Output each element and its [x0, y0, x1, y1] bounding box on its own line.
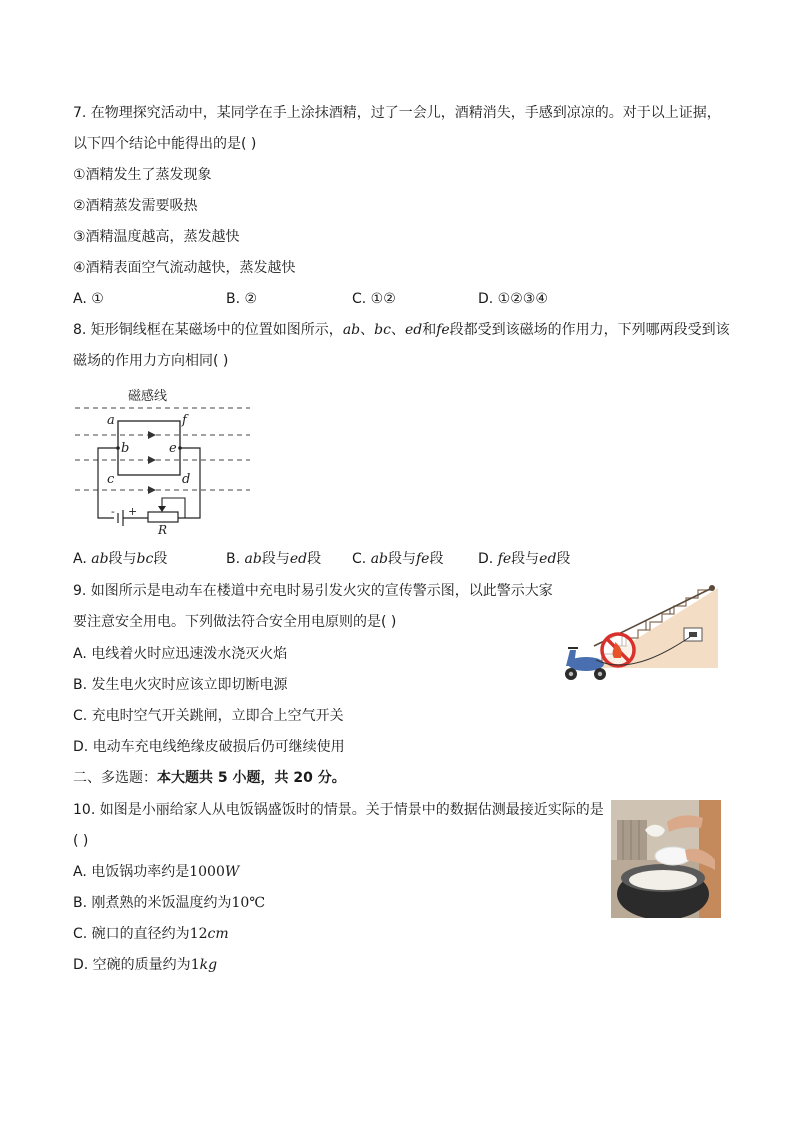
q10-option-a[interactable]: A. 电饭锅功率约是1000W	[73, 864, 240, 880]
figure-title: 磁感线	[128, 389, 168, 404]
label-e: e	[169, 441, 177, 456]
q9-option-d[interactable]: D. 电动车充电线绝缘皮破损后仍可继续使用	[73, 739, 345, 755]
label-c: c	[107, 472, 115, 487]
q8-option-d[interactable]: D. fe段与ed段	[478, 551, 571, 567]
cooker-rice	[629, 870, 697, 890]
q8-option-a[interactable]: A. ab段与bc段	[73, 551, 168, 567]
q8-option-c[interactable]: C. ab段与fe段	[352, 551, 444, 567]
q10-option-b[interactable]: B. 刚煮熟的米饭温度约为10℃	[73, 895, 265, 911]
q7-option-c[interactable]: C. ①②	[352, 291, 396, 307]
q10-option-d[interactable]: D. 空碗的质量约为1kg	[73, 957, 218, 973]
segment-ed: ed	[404, 322, 423, 338]
label-R: R	[158, 523, 168, 536]
q8-stem-line1: 8. 矩形铜线框在某磁场中的位置如图所示，ab、bc、ed和fe段都受到该磁场的作用力，下列哪两段受到该	[73, 322, 730, 338]
segment-ab: ab	[342, 322, 361, 338]
q9-stem-line2: 要注意安全用电。下列做法符合安全用电原则的是( )	[73, 614, 397, 630]
q7-option-a[interactable]: A. ①	[73, 291, 104, 307]
q9-option-c[interactable]: C. 充电时空气开关跳闸，立即合上空气开关	[73, 708, 344, 724]
q7-stem-line2: 以下四个结论中能得出的是( )	[73, 136, 257, 152]
q10-option-c[interactable]: C. 碗口的直径约为12cm	[73, 926, 229, 942]
field-arrow-2	[148, 456, 156, 464]
field-arrow-1	[148, 431, 156, 439]
handrail-post	[709, 585, 715, 591]
q9-warning-figure	[560, 580, 724, 684]
section-heading: 二、多选题：本大题共 5 小题，共 20 分。	[73, 770, 346, 786]
rheostat-slider-tip	[158, 506, 166, 512]
segment-fe: fe	[436, 322, 450, 338]
q7-option-b[interactable]: B. ②	[226, 291, 258, 307]
q9-stem-line1: 9. 如图所示是电动车在楼道中充电时易引发火灾的宣传警示图，以此警示大家	[73, 583, 553, 599]
q9-option-b[interactable]: B. 发生电火灾时应该立即切断电源	[73, 677, 288, 693]
segment-bc: bc	[374, 322, 391, 338]
q10-stem-line2: ( )	[73, 833, 89, 849]
rheostat-slider	[162, 498, 185, 518]
q7-statement-3: ③酒精温度越高，蒸发越快	[73, 229, 240, 245]
node-b	[116, 446, 120, 450]
q8-stem-line2: 磁场的作用力方向相同( )	[73, 353, 229, 369]
q7-statement-1: ①酒精发生了蒸发现象	[73, 167, 212, 183]
socket-plug	[689, 632, 697, 637]
q9-option-a[interactable]: A. 电线着火时应迅速泼水浇灭火焰	[73, 646, 288, 662]
photo-radiator	[617, 820, 647, 860]
q7-statement-4: ④酒精表面空气流动越快，蒸发越快	[73, 260, 296, 276]
label-minus: -	[111, 505, 115, 518]
q7-stem-line1: 7. 在物理探究活动中，某同学在手上涂抹酒精，过了一会儿，酒精消失，手感到凉凉的。对于以上证据，	[73, 105, 721, 121]
scooter-front-hub	[569, 672, 573, 676]
label-plus: +	[128, 505, 138, 518]
q8-option-b[interactable]: B. ab段与ed段	[226, 551, 322, 567]
field-arrow-3	[148, 486, 156, 494]
rice-bowl	[655, 847, 691, 865]
label-d: d	[182, 472, 191, 487]
label-f: f	[182, 413, 187, 428]
q10-rice-cooker-photo	[611, 800, 721, 918]
q8-circuit-figure	[70, 384, 260, 536]
node-e	[178, 446, 182, 450]
label-a: a	[107, 413, 115, 428]
q7-statement-2: ②酒精蒸发需要吸热	[73, 198, 198, 214]
q10-stem-line1: 10. 如图是小丽给家人从电饭锅盛饭时的情景。关于情景中的数据估测最接近实际的是	[73, 802, 604, 818]
rheostat	[148, 512, 178, 522]
q7-option-d[interactable]: D. ①②③④	[478, 291, 548, 307]
scooter-rear-hub	[598, 672, 602, 676]
label-b: b	[121, 441, 130, 456]
